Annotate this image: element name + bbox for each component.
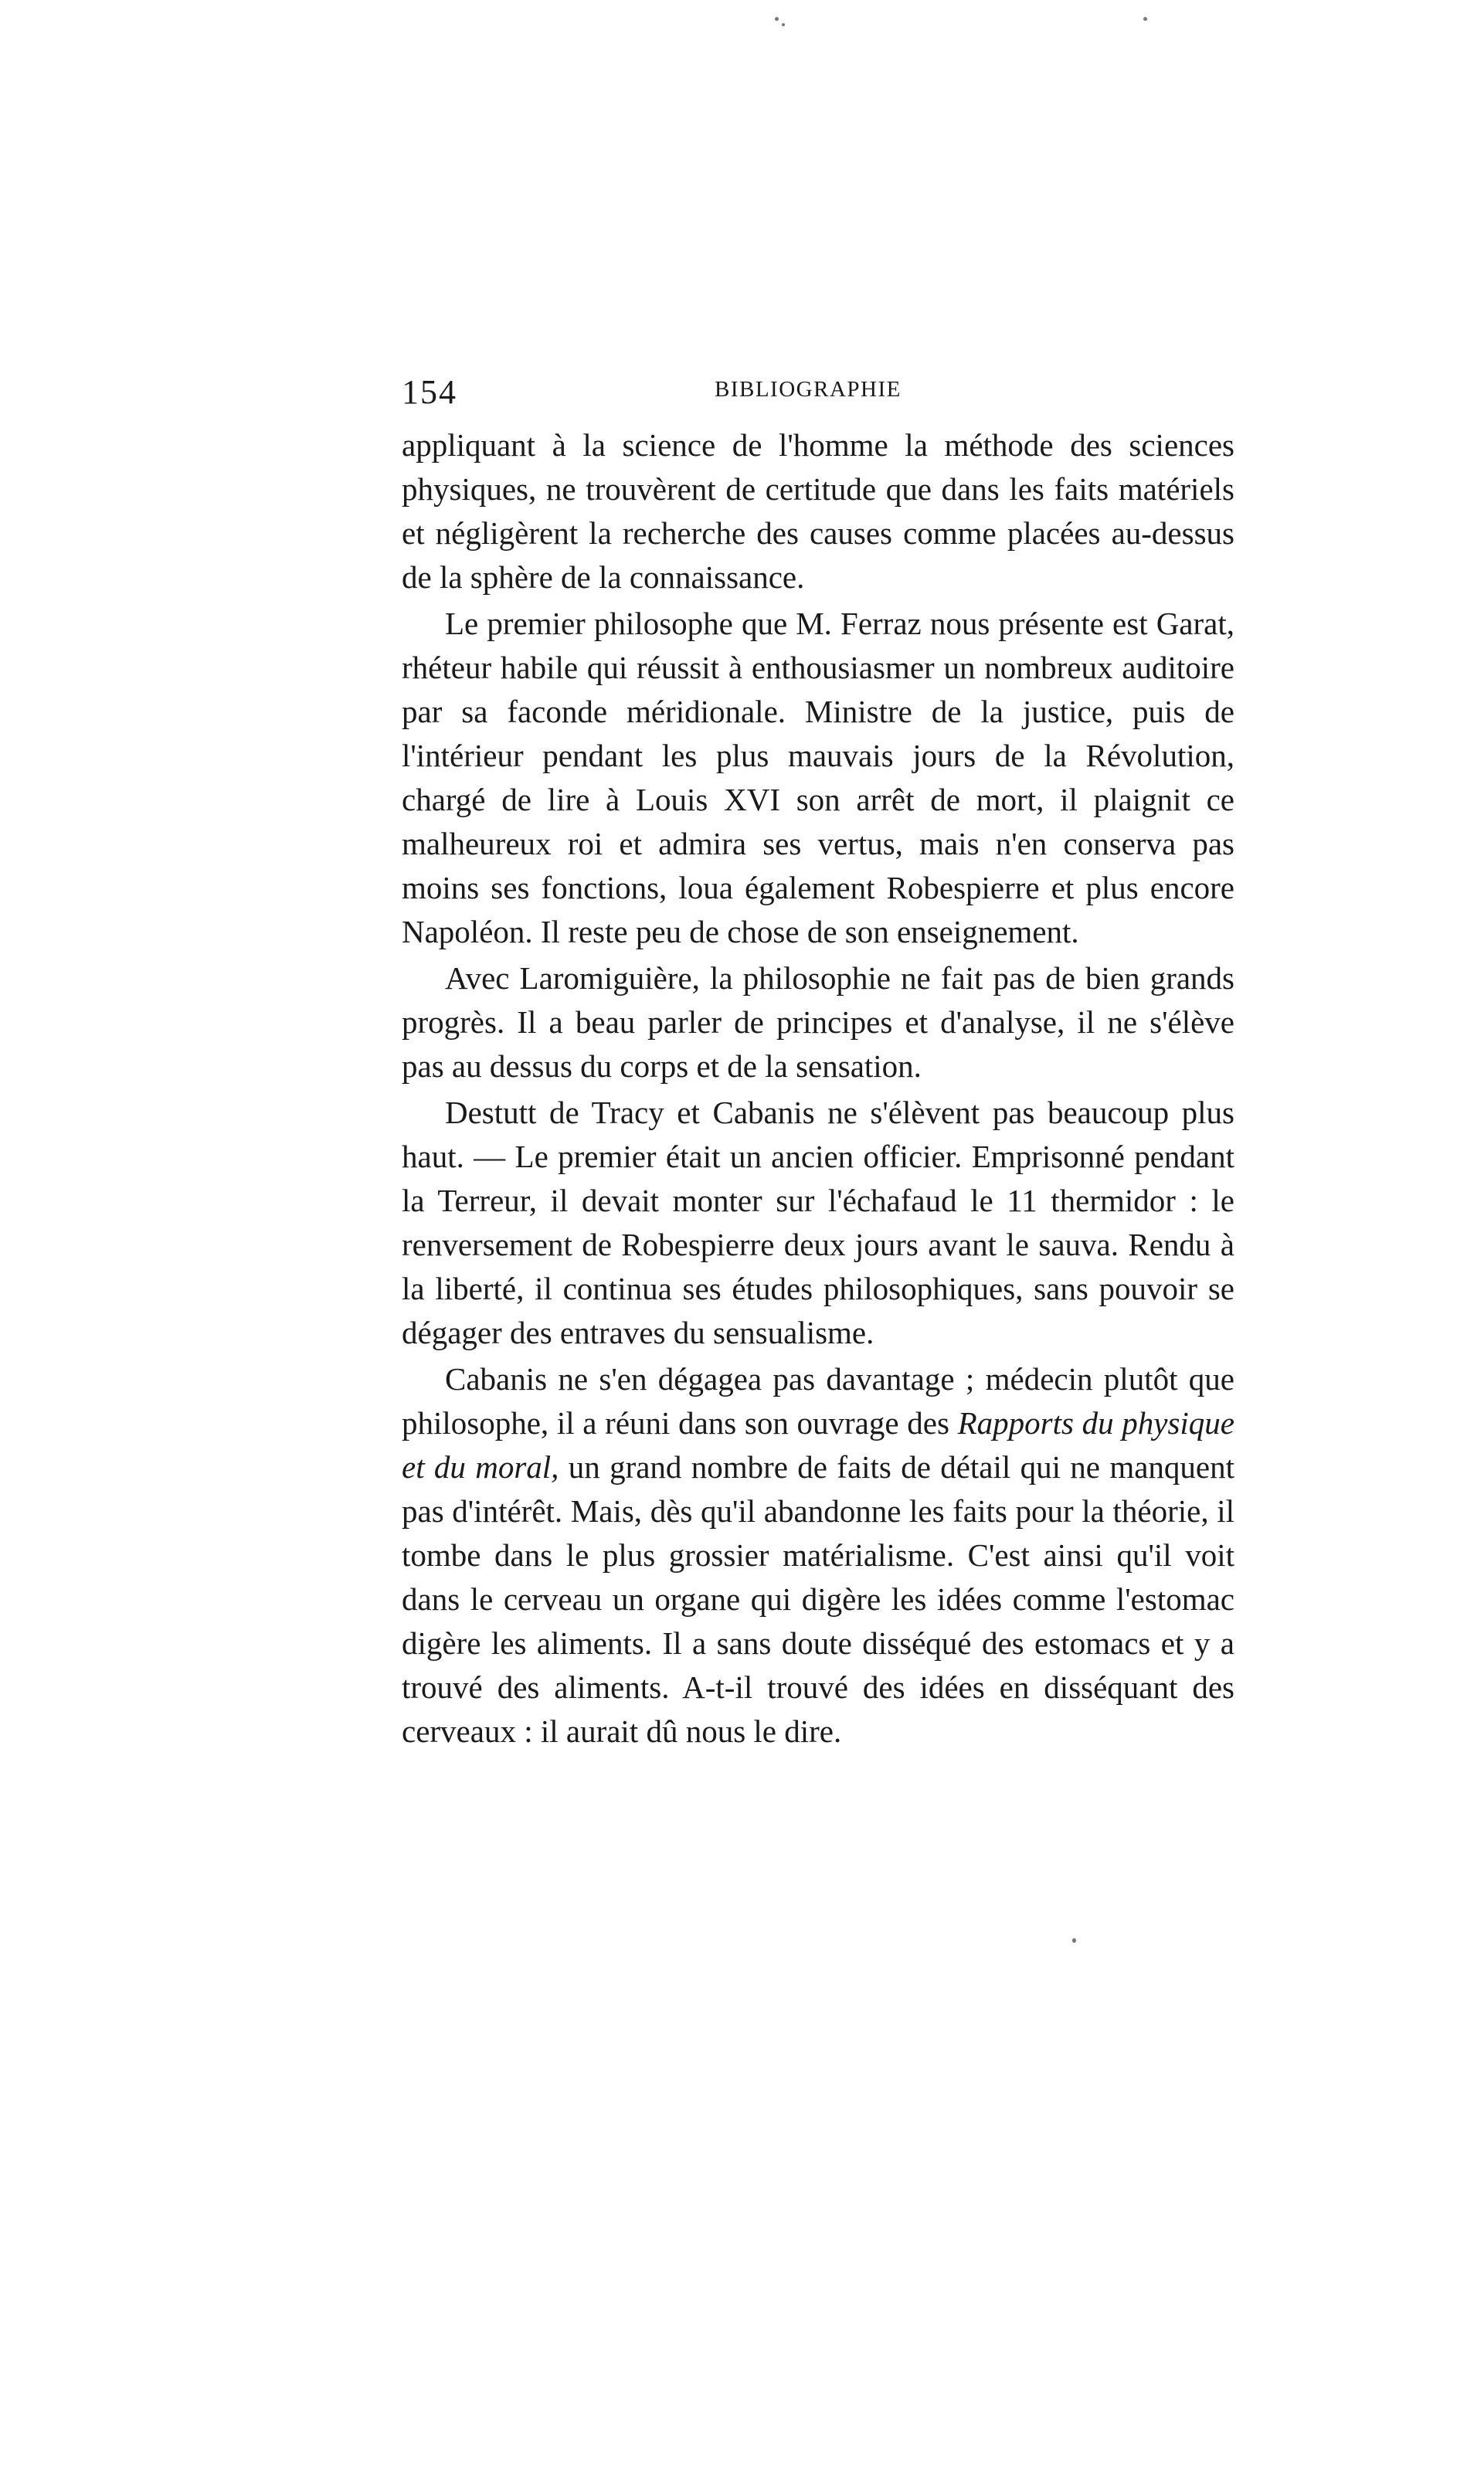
- page-number: 154: [402, 373, 457, 411]
- paragraph-text: Cabanis ne s'en dégagea pas davantage ; médecin plutôt que philosophe, il a réuni dans son ouvrage des: [402, 1361, 1234, 1441]
- paper-speck: [775, 17, 779, 21]
- paragraph: [402, 1357, 1234, 1754]
- book-title-italic: Rapports du physique et du moral,: [402, 1405, 1235, 1485]
- paper-speck: [782, 23, 785, 26]
- paragraph-text: un grand nombre de faits de détail qui ne manquent pas d'intérêt. Mais, dès qu'il abandonne les faits pour la théorie, il tombe dans le plus grossier matérialisme. C'est ainsi qu'il voit dans le cerveau un organe qui digère les idées comme l'estomac digère les aliments. Il a sans doute disséqué des estomacs et y a trouvé des aliments. A-t-il trouvé des idées en disséquant des cerveaux : il aurait dû nous le dire.: [402, 1449, 1235, 1749]
- paragraph: Avec Laromiguière, la philosophie ne fait pas de bien grands progrès. Il a beau parler de principes et d'analyse, il ne s'élève pas au dessus du corps et de la sensation.: [402, 960, 1234, 1084]
- paragraph: Le premier philosophe que M. Ferraz nous présente est Garat, rhéteur habile qui réussit à enthousiasmer un nombreux auditoire par sa faconde méridionale. Ministre de la justice, puis de l'intérieur pendant les plus mauvais jours de la Révolution, chargé de lire à Louis XVI son arrêt de mort, il plaignit ce malheureux roi et admira ses vertus, mais n'en conserva pas moins ses fonctions, loua également Robespierre et plus encore Napoléon. Il reste peu de chose de son enseignement.: [402, 606, 1234, 949]
- paragraph: appliquant à la science de l'homme la méthode des sciences physiques, ne trouvèrent de certitude que dans les faits matériels et négligèrent la recherche des causes comme placées au-dessus de la sphère de la connaissance.: [402, 427, 1234, 595]
- running-title: BIBLIOGRAPHIE: [715, 377, 902, 402]
- body-text: [402, 423, 1234, 1754]
- paper-speck: [1143, 17, 1147, 21]
- paragraph: Destutt de Tracy et Cabanis ne s'élèvent pas beaucoup plus haut. — Le premier était un ancien officier. Emprisonné pendant la Terreur, il devait monter sur l'échafaud le 11 thermidor : le renversement de Robespierre deux jours avant le sauva. Rendu à la liberté, il continua ses études philosophiques, sans pouvoir se dégager des entraves du sensualisme.: [402, 1095, 1234, 1350]
- running-head: [402, 372, 1234, 419]
- paper-speck: [1072, 1938, 1076, 1943]
